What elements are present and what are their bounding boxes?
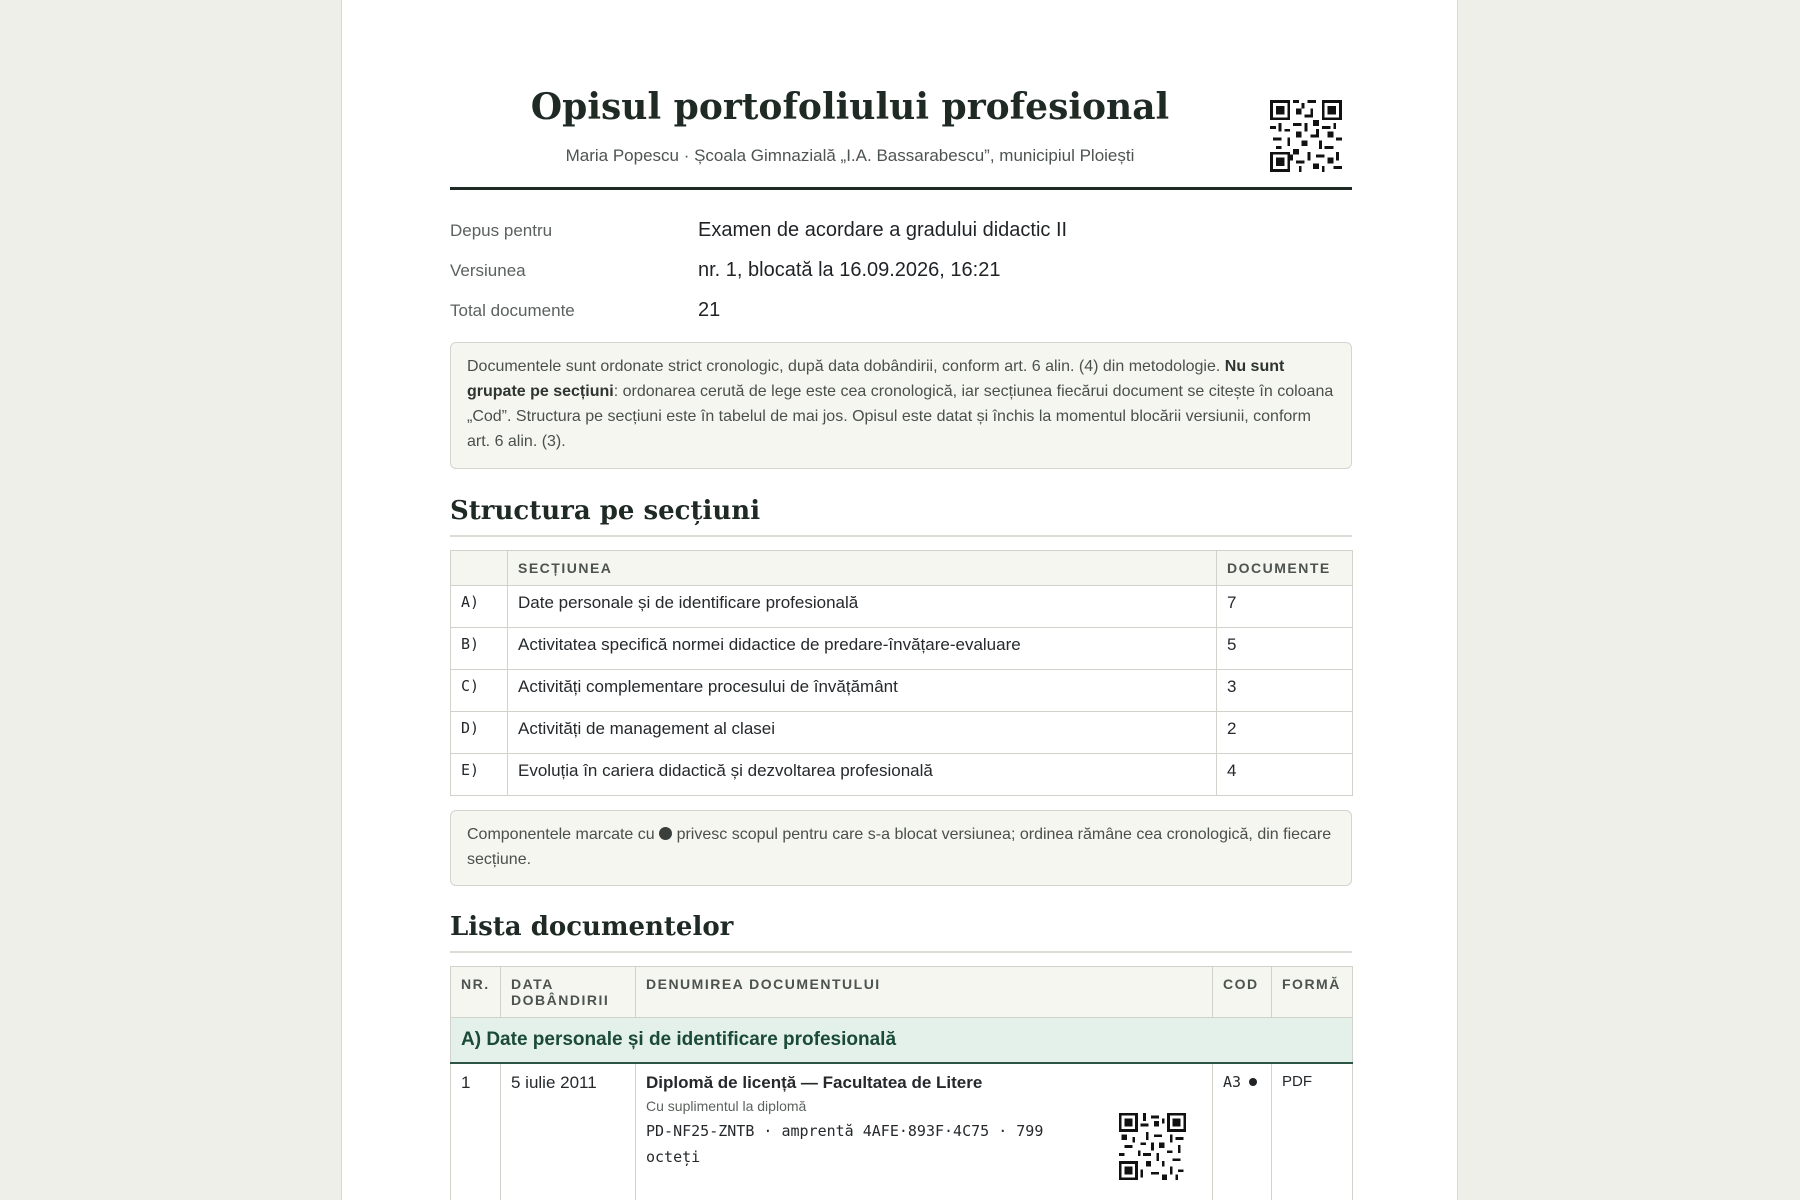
note-text: Componentele marcate cu [467, 826, 655, 843]
document-date: 5 iulie 2011 [501, 1063, 636, 1200]
column-header-nr: NR. [451, 967, 501, 1018]
document-header [450, 0, 1352, 190]
meta-value: Examen de acordare a gradului didactic II [698, 219, 1068, 241]
documents-table [450, 966, 1353, 1200]
section-name: Activitatea specifică normei didactice de predare-învățare-evaluare [508, 628, 1217, 670]
meta-label: Depus pentru [450, 221, 553, 240]
marker-dot-icon [659, 827, 672, 840]
document-name: Diplomă de licență — Facultatea de Litere [646, 1073, 983, 1092]
page-subtitle: Maria Popescu · Școala Gimnazială „I.A. Bassarabescu”, municipiul Ploiești [565, 146, 1135, 165]
table-row [451, 586, 1353, 628]
table-header-row [451, 967, 1353, 1018]
section-count: 7 [1217, 586, 1353, 628]
section-count: 4 [1217, 754, 1353, 796]
column-header-date: DATA DOBÂNDIRII [501, 967, 636, 1018]
marker-note [450, 810, 1352, 886]
column-header-code [451, 551, 508, 586]
structure-table [450, 550, 1353, 796]
section-name: Date personale și de identificare profesională [508, 586, 1217, 628]
document-cell [636, 1063, 1213, 1200]
section-code: D) [451, 712, 508, 754]
document-page [341, 0, 1458, 1200]
section-code: E) [451, 754, 508, 796]
section-name: Evoluția în cariera didactică și dezvoltarea profesională [508, 754, 1217, 796]
meta-row [450, 257, 1352, 297]
page-title: Opisul portofoliului profesional [530, 86, 1170, 128]
document-code: A3 [1223, 1073, 1242, 1091]
section-count: 5 [1217, 628, 1353, 670]
meta-list [450, 217, 1352, 337]
group-title: A) Date personale și de identificare profesională [451, 1018, 1353, 1064]
meta-value: 21 [698, 299, 721, 321]
meta-row [450, 297, 1352, 337]
column-header-cod: COD [1213, 967, 1272, 1018]
meta-label: Versiunea [450, 261, 526, 280]
document-content [450, 0, 1352, 1166]
section-code: C) [451, 670, 508, 712]
note-text: Documentele sunt ordonate strict cronologic, după data dobândirii, conform art. 6 alin. (4) din metodologie. [467, 358, 1225, 375]
meta-value: nr. 1, blocată la 16.09.2026, 16:21 [698, 259, 1001, 281]
document-subtitle: Cu suplimentul la diplomă [646, 1098, 807, 1114]
document-code-cell [1213, 1063, 1272, 1200]
document-details [646, 1073, 1202, 1193]
column-header-name: DENUMIREA DOCUMENTULUI [636, 967, 1213, 1018]
column-header-section: SECȚIUNEA [508, 551, 1217, 586]
qr-code-icon [1119, 1113, 1186, 1180]
section-code: A) [451, 586, 508, 628]
scope-marker-icon [1249, 1078, 1257, 1086]
meta-label: Total documente [450, 301, 575, 320]
document-nr: 1 [451, 1063, 501, 1200]
column-header-count: DOCUMENTE [1217, 551, 1353, 586]
note-emphasis: Nu sunt grupate pe secțiuni [467, 358, 1285, 400]
section-title-structure: Structura pe secțiuni [450, 496, 1352, 537]
document-fingerprint: PD-NF25-ZNTB · amprentă 4AFE·893F·4C75 · 799 octeți [646, 1122, 1044, 1166]
table-header-row [451, 551, 1353, 586]
column-header-form: FORMĂ [1272, 967, 1353, 1018]
meta-row [450, 217, 1352, 257]
section-name: Activități de management al clasei [508, 712, 1217, 754]
section-title-documents: Lista documentelor [450, 912, 1352, 953]
section-code: B) [451, 628, 508, 670]
table-row [451, 670, 1353, 712]
table-row [451, 754, 1353, 796]
qr-code-icon [1270, 100, 1342, 172]
section-name: Activități complementare procesului de învățământ [508, 670, 1217, 712]
section-count: 2 [1217, 712, 1353, 754]
note-text: privesc scopul pentru care s-a blocat versiunea; ordinea rămâne cea cronologică, din fiecare secțiune. [467, 826, 1332, 868]
note-text: : ordonarea cerută de lege este cea cronologică, iar secțiunea fiecărui document se citește în coloana „Cod”. Structura pe secțiuni este în tabelul de mai jos. Opisul este datat și închis la momentul blocării versiunii, conform art. 6 alin. (3). [467, 383, 1334, 450]
section-count: 3 [1217, 670, 1353, 712]
table-row [451, 628, 1353, 670]
ordering-note [450, 342, 1352, 469]
document-form: PDF [1272, 1063, 1353, 1200]
group-row [451, 1018, 1353, 1064]
table-row [451, 712, 1353, 754]
table-row [451, 1063, 1353, 1200]
